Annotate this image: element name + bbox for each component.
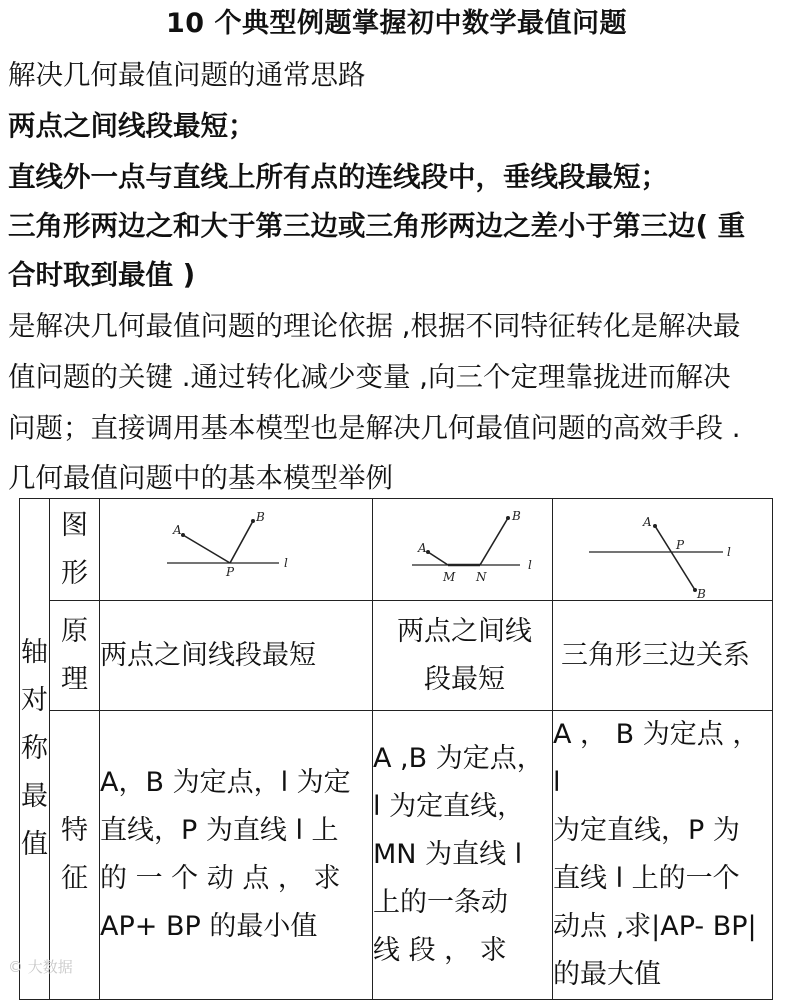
point-B — [506, 516, 510, 520]
label-l: l — [726, 544, 731, 559]
principle-cell-3 — [553, 601, 773, 711]
principle-text: 两点之间线 — [397, 615, 532, 647]
label-A: A — [417, 540, 427, 555]
feature-text: 线 段 ， 求 — [373, 935, 507, 966]
feature-text: A ,B 为定点， — [373, 743, 544, 774]
row-label-char: 原 — [61, 615, 88, 647]
feature-text: 动点 ,求|AP- BP| — [553, 911, 757, 942]
label-B: B — [256, 509, 265, 524]
rule-2: 直线外一点与直线上所有点的连线段中，垂线段最短； — [8, 161, 668, 193]
label-l: l — [527, 557, 532, 572]
intro-line: 解决几何最值问题的通常思路 — [8, 59, 366, 91]
row-label-char: 理 — [61, 663, 88, 695]
principle-cell-1 — [100, 601, 373, 711]
feature-row — [20, 711, 773, 1000]
rule-3: 三角形两边之和大于第三边或三角形两边之差小于第三边( 重 — [8, 210, 746, 242]
section-title: 几何最值问题中的基本模型举例 — [8, 462, 393, 494]
rule-1: 两点之间线段最短； — [8, 110, 256, 142]
feature-text: l 为定直线， — [373, 791, 525, 822]
paragraph-line-1: 是解决几何最值问题的理论依据 ,根据不同特征转化是解决最 — [8, 310, 741, 342]
feature-text: 直线 l 上的一个 — [553, 863, 740, 894]
figure-cell-3 — [553, 499, 773, 601]
paragraph-line-2: 值问题的关键 .通过转化减少变量 ,向三个定理靠拢进而解决 — [8, 361, 731, 393]
row-label-char: 特 — [61, 815, 88, 846]
segment-BP-extended — [655, 526, 695, 590]
row-label-figure — [50, 499, 100, 601]
figure-cell-2 — [373, 499, 553, 601]
label-l: l — [284, 555, 288, 570]
label-A: A — [173, 522, 182, 537]
point-A — [653, 524, 657, 528]
feature-text: 的 一 个 动 点 ， 求 — [100, 863, 341, 894]
figure-1-diagram — [161, 510, 311, 590]
rule-3-cont: 合时取到最值 ) — [8, 259, 196, 291]
label-B: B — [511, 509, 521, 523]
row-label-char: 图 — [61, 509, 88, 541]
segment-PB — [230, 521, 253, 563]
figure-cell-1 — [100, 499, 373, 601]
feature-text: 直线，P 为直线 l 上 — [100, 815, 339, 846]
category-char: 轴 — [21, 637, 48, 668]
watermark: © 大数据 — [8, 958, 73, 976]
model-table — [19, 498, 773, 1000]
feature-text: MN 为直线 l — [373, 839, 523, 870]
page-title: 10 个典型例题掌握初中数学最值问题 — [166, 8, 627, 39]
category-char: 最 — [21, 781, 48, 812]
category-char: 称 — [21, 733, 48, 764]
feature-cell-1 — [100, 711, 373, 1000]
principle-cell-2 — [373, 601, 553, 711]
label-M: M — [442, 569, 455, 584]
label-B: B — [696, 586, 706, 598]
feature-text: A，B 为定点，l 为定 — [100, 767, 351, 798]
figure-3-diagram — [573, 502, 753, 598]
feature-text: 的最大值 — [553, 959, 661, 990]
figure-row — [20, 499, 773, 601]
segment-AM — [428, 552, 448, 565]
principle-text: 段最短 — [424, 663, 505, 695]
row-label-char: 征 — [61, 863, 88, 894]
principle-text: 三角形三边关系 — [561, 639, 750, 671]
row-label-char: 形 — [61, 557, 88, 589]
feature-cell-2 — [373, 711, 553, 1000]
category-char: 值 — [21, 829, 48, 860]
principle-row — [20, 601, 773, 711]
label-A: A — [642, 514, 652, 529]
figure-2-diagram — [388, 510, 538, 590]
label-P: P — [226, 564, 235, 579]
segment-AP — [183, 535, 230, 563]
paragraph-line-3: 问题；直接调用基本模型也是解决几何最值问题的高效手段 . — [8, 412, 741, 444]
principle-text: 两点之间线段最短 — [100, 639, 316, 671]
feature-text: 上的一条动 — [373, 887, 508, 918]
feature-text: A ， B 为定点 ， l — [553, 719, 760, 798]
segment-NB — [480, 518, 508, 565]
point-B — [251, 519, 255, 523]
category-cell — [20, 499, 50, 1000]
feature-text: AP+ BP 的最小值 — [100, 911, 318, 942]
label-N: N — [475, 569, 486, 584]
feature-text: 为定直线，P 为 — [553, 815, 740, 846]
category-char: 对 — [21, 685, 48, 716]
label-P: P — [675, 537, 684, 552]
row-label-principle — [50, 601, 100, 711]
feature-cell-3 — [553, 711, 773, 1000]
